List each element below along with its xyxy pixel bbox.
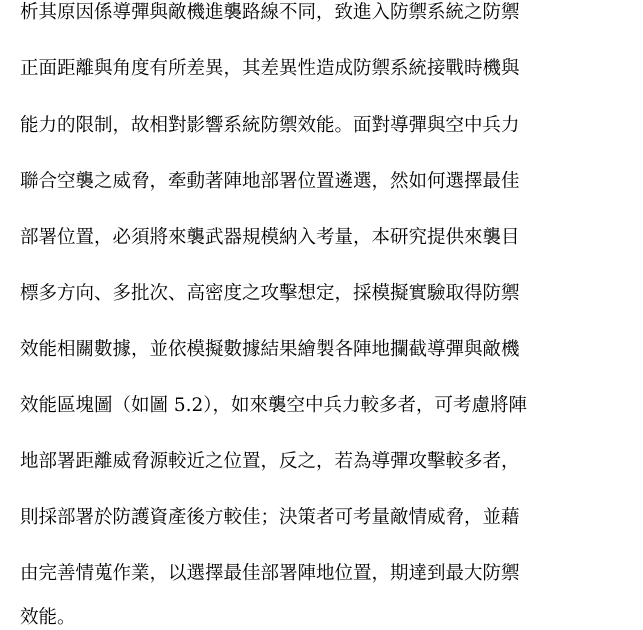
paragraph-line: 效能相關數據，並依模擬數據結果繪製各陣地攔截導彈與敵機 <box>20 339 520 360</box>
paragraph-line: 正面距離與角度有所差異，其差異性造成防禦系統接戰時機與 <box>20 58 520 79</box>
paragraph-line: 由完善情蒐作業，以選擇最佳部署陣地位置，期達到最大防禦 <box>20 563 520 584</box>
paragraph-line: 標多方向、多批次、高密度之攻擊想定，採模擬實驗取得防禦 <box>20 283 520 304</box>
paragraph-line: 聯合空襲之威脅，牽動著陣地部署位置遴選，然如何選擇最佳 <box>20 171 520 192</box>
paragraph-line: 效能區塊圖（如圖 5.2），如來襲空中兵力較多者，可考慮將陣 <box>20 395 528 416</box>
paragraph-line: 能力的限制，故相對影響系統防禦效能。面對導彈與空中兵力 <box>20 115 520 136</box>
paragraph-line: 則採部署於防護資產後方較佳；決策者可考量敵情威脅，並藉 <box>20 507 520 528</box>
paragraph-line: 部署位置，必須將來襲武器規模納入考量，本研究提供來襲目 <box>20 227 520 248</box>
paragraph-line: 地部署距離威脅源較近之位置，反之，若為導彈攻擊較多者， <box>20 451 520 472</box>
paragraph-line: 析其原因係導彈與敵機進襲路線不同，致進入防禦系統之防禦 <box>20 2 520 23</box>
paragraph-line: 效能。 <box>20 607 76 628</box>
